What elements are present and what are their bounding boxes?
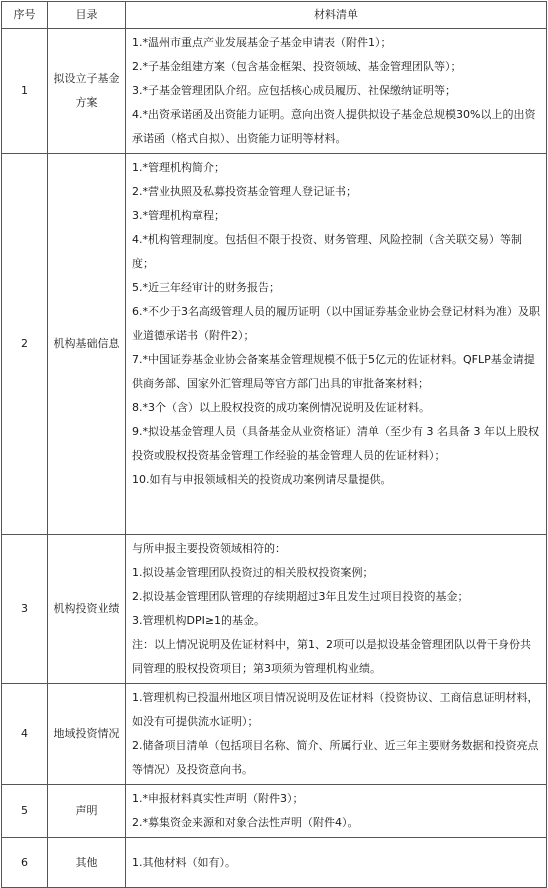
table-row [2, 29, 547, 154]
material-item: 4.*机构管理制度。包括但不限于投资、财务管理、风险控制（含关联交易）等制度； [132, 233, 522, 270]
material-item: 1.*申报材料真实性声明（附件3）； [132, 792, 304, 805]
header-materials: 材料清单 [126, 2, 547, 29]
material-item: 3.管理机构DPI≥1的基金。 [132, 614, 266, 627]
material-item: 2.储备项目清单（包括项目名称、简介、所属行业、近三年主要财务数据和投资亮点等情况）及投资意向书。 [132, 739, 539, 776]
table-row [2, 154, 547, 535]
row-category: 其他 [48, 838, 126, 888]
row-category: 声明 [48, 785, 126, 838]
material-item: 1.管理机构已投温州地区项目情况说明及佐证材料（投资协议、工商信息证明材料，如没有可提供流水证明）； [132, 691, 539, 728]
material-item: 2.*营业执照及私募投资基金管理人登记证书； [132, 185, 357, 198]
material-item: 8.*3个（含）以上股权投资的成功案例情况说明及佐证材料。 [132, 401, 430, 414]
material-item: 5.*近三年经审计的财务报告； [132, 281, 280, 294]
row-no: 3 [2, 535, 48, 684]
material-item: 3.*子基金管理团队介绍。应包括核心成员履历、社保缴纳证明等； [132, 84, 456, 97]
material-item: 1.其他材料（如有）。 [132, 855, 236, 869]
material-item: 注：以上情况说明及佐证材料中，第1、2项可以是拟设基金管理团队以骨干身份共同管理的股权投资项目；第3项须为管理机构业绩。 [132, 638, 531, 675]
row-category: 机构基础信息 [48, 154, 126, 535]
material-item: 2.*子基金组建方案（包含基金框架、投资领域、基金管理团队等）； [132, 60, 462, 73]
row-materials [126, 535, 547, 684]
row-category: 拟设立子基金方案 [48, 29, 126, 154]
row-materials [126, 29, 547, 154]
material-item: 6.*不少于3名高级管理人员的履历证明（以中国证券基金业协会登记材料为准）及职业道德承诺书（附件2）； [132, 305, 540, 342]
row-category: 机构投资业绩 [48, 535, 126, 684]
material-item: 9.*拟设基金管理人员（具备基金从业资格证）清单（至少有 3 名具备 3 年以上股权投资或股权投资基金管理工作经验的基金管理人员的佐证材料）； [132, 425, 539, 462]
row-materials [126, 838, 547, 888]
material-item: 1.拟设基金管理团队投资过的相关股权投资案例； [132, 566, 374, 579]
row-no: 2 [2, 154, 48, 535]
material-item: 与所申报主要投资领域相符的： [132, 542, 286, 555]
table-header-row [2, 2, 547, 29]
table-row [2, 535, 547, 684]
row-materials [126, 684, 547, 785]
material-item: 4.*出资承诺函及出资能力证明。意向出资人提供拟设子基金总规模30%以上的出资承诺函（格式自拟）、出资能力证明等材料。 [132, 108, 536, 145]
table-row [2, 684, 547, 785]
row-no: 1 [2, 29, 48, 154]
material-item: 7.*中国证券基金业协会备案基金管理规模不低于5亿元的佐证材料。QFLP基金请提供商务部、国家外汇管理局等官方部门出具的审批备案材料； [132, 353, 535, 390]
row-no: 6 [2, 838, 48, 888]
header-no: 序号 [2, 2, 48, 29]
row-no: 5 [2, 785, 48, 838]
material-item: 1.*温州市重点产业发展基金子基金申请表（附件1）； [132, 36, 392, 49]
material-item: 2.*募集资金来源和对象合法性声明（附件4）。 [132, 816, 359, 829]
material-item: 1.*管理机构简介； [132, 161, 225, 174]
table-row [2, 838, 547, 888]
table-row [2, 785, 547, 838]
row-materials [126, 154, 547, 535]
header-category: 目录 [48, 2, 126, 29]
materials-table [1, 1, 547, 888]
row-no: 4 [2, 684, 48, 785]
row-materials [126, 785, 547, 838]
row-category: 地域投资情况 [48, 684, 126, 785]
material-item: 3.*管理机构章程； [132, 209, 225, 222]
material-item: 10.如有与申报领域相关的投资成功案例请尽量提供。 [132, 473, 392, 486]
material-item: 2.拟设基金管理团队管理的存续期超过3年且发生过项目投资的基金； [132, 590, 469, 603]
